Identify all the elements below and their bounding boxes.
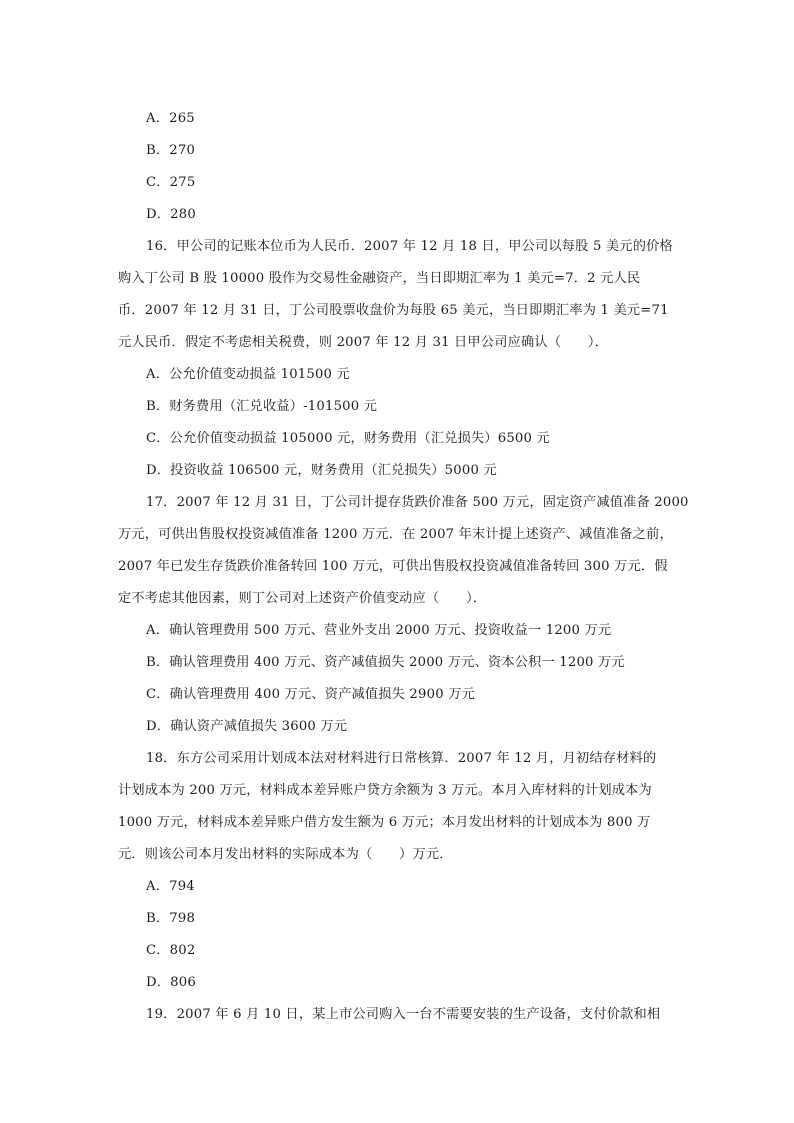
q15-option-d: D．280 xyxy=(146,207,196,222)
q16-stem-line-3: 币．2007 年 12 月 31 日，丁公司股票收盘价为每股 65 美元，当日即期汇率为 1 美元=71 xyxy=(118,303,669,318)
q18-stem-line-4: 元．则该公司本月发出材料的实际成本为（ ）万元． xyxy=(118,847,453,862)
q18-option-b: B．798 xyxy=(146,911,196,926)
q17-stem-line-4: 定不考虑其他因素，则丁公司对上述资产价值变动应（ ）． xyxy=(118,591,487,606)
q18-option-d: D．806 xyxy=(146,975,196,990)
q16-option-a: A．公允价值变动损益 101500 元 xyxy=(146,367,350,382)
q18-stem-line-2: 计划成本为 200 万元，材料成本差异账户贷方余额为 3 万元。本月入库材料的计划成本为 xyxy=(118,783,652,798)
q17-option-a: A．确认管理费用 500 万元、营业外支出 2000 万元、投资收益一 1200 万元 xyxy=(146,623,612,638)
q16-option-d: D．投资收益 106500 元，财务费用（汇兑损失）5000 元 xyxy=(146,463,497,478)
q17-stem-line-1: 17．2007 年 12 月 31 日，丁公司计提存货跌价准备 500 万元，固定资产减值准备 2000 xyxy=(146,495,689,510)
q18-option-c: C．802 xyxy=(146,943,196,958)
q18-option-a: A．794 xyxy=(146,879,195,894)
q17-option-c: C．确认管理费用 400 万元、资产减值损失 2900 万元 xyxy=(146,687,475,702)
q16-option-b: B．财务费用（汇兑收益）-101500 元 xyxy=(146,399,378,414)
q17-option-b: B．确认管理费用 400 万元、资产减值损失 2000 万元、资本公积一 1200 万元 xyxy=(146,655,625,670)
q15-option-a: A．265 xyxy=(146,111,195,126)
q17-stem-line-2: 万元，可供出售股权投资减值准备 1200 万元．在 2007 年末计提上述资产、减值准备之前， xyxy=(118,527,673,542)
q18-stem-line-3: 1000 万元，材料成本差异账户借方发生额为 6 万元；本月发出材料的计划成本为 800 万 xyxy=(118,815,651,830)
q16-stem-line-4: 元人民币．假定不考虑相关税费，则 2007 年 12 月 31 日甲公司应确认（ ）． xyxy=(118,335,609,350)
q18-stem-line-1: 18．东方公司采用计划成本法对材料进行日常核算．2007 年 12 月，月初结存材料的 xyxy=(146,751,657,766)
q15-option-b: B．270 xyxy=(146,143,196,158)
q15-option-c: C．275 xyxy=(146,175,196,190)
q19-stem-line-1: 19．2007 年 6 月 10 日，某上市公司购入一台不需要安装的生产设备，支付价款和相 xyxy=(146,1007,661,1022)
q16-option-c: C．公允价值变动损益 105000 元，财务费用（汇兑损失）6500 元 xyxy=(146,431,550,446)
q17-option-d: D．确认资产减值损失 3600 万元 xyxy=(146,719,348,734)
q16-stem-line-1: 16．甲公司的记账本位币为人民币．2007 年 12 月 18 日，甲公司以每股 5 美元的价格 xyxy=(146,239,673,254)
q17-stem-line-3: 2007 年已发生存货跌价准备转回 100 万元，可供出售股权投资减值准备转回 300 万元．假 xyxy=(118,559,668,574)
q16-stem-line-2: 购入丁公司 B 股 10000 股作为交易性金融资产，当日即期汇率为 1 美元=7．2 元人民 xyxy=(118,271,641,286)
